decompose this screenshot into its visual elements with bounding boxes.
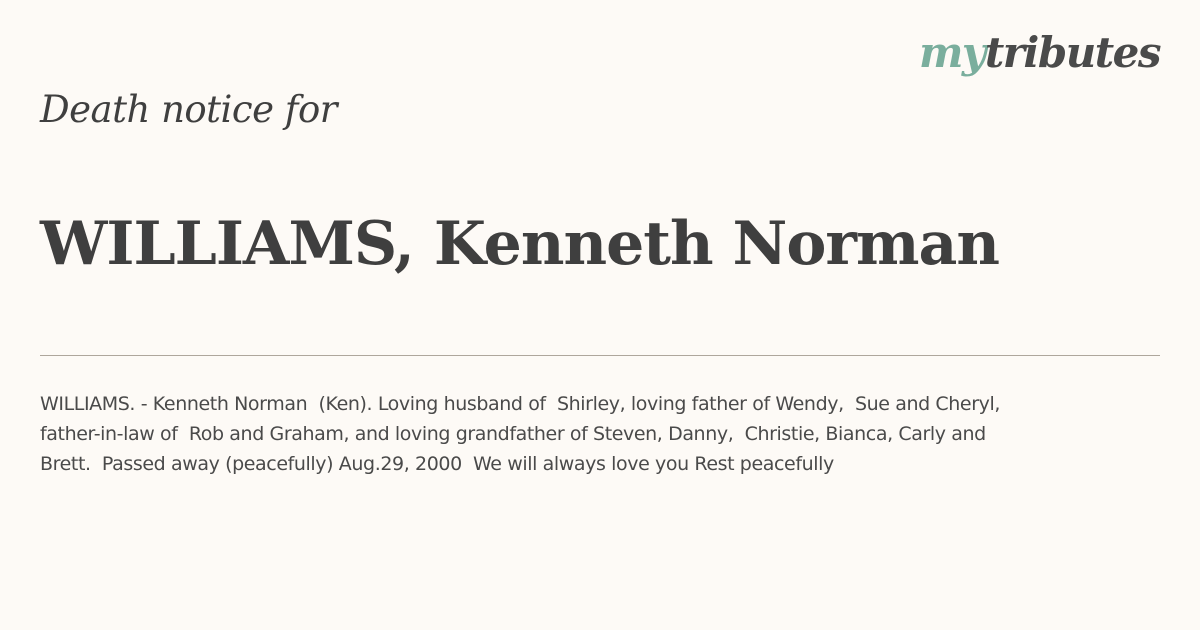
mytributes-logo[interactable] xyxy=(918,28,1160,77)
deceased-name-heading: WILLIAMS, Kenneth Norman xyxy=(40,209,999,279)
death-notice-label: Death notice for xyxy=(40,88,337,131)
notice-line: WILLIAMS. - Kenneth Norman (Ken). Loving husband of Shirley, loving father of Wendy, Sue and Cheryl, xyxy=(40,393,1000,415)
logo-my-text: my xyxy=(918,28,985,77)
notice-text xyxy=(40,389,1090,479)
notice-line: Brett. Passed away (peacefully) Aug.29, 2000 We will always love you Rest peacefully xyxy=(40,453,834,475)
logo-tributes-text: tributes xyxy=(984,28,1160,77)
divider xyxy=(40,355,1160,356)
notice-line: father-in-law of Rob and Graham, and loving grandfather of Steven, Danny, Christie, Bianca, Carly and xyxy=(40,423,986,445)
